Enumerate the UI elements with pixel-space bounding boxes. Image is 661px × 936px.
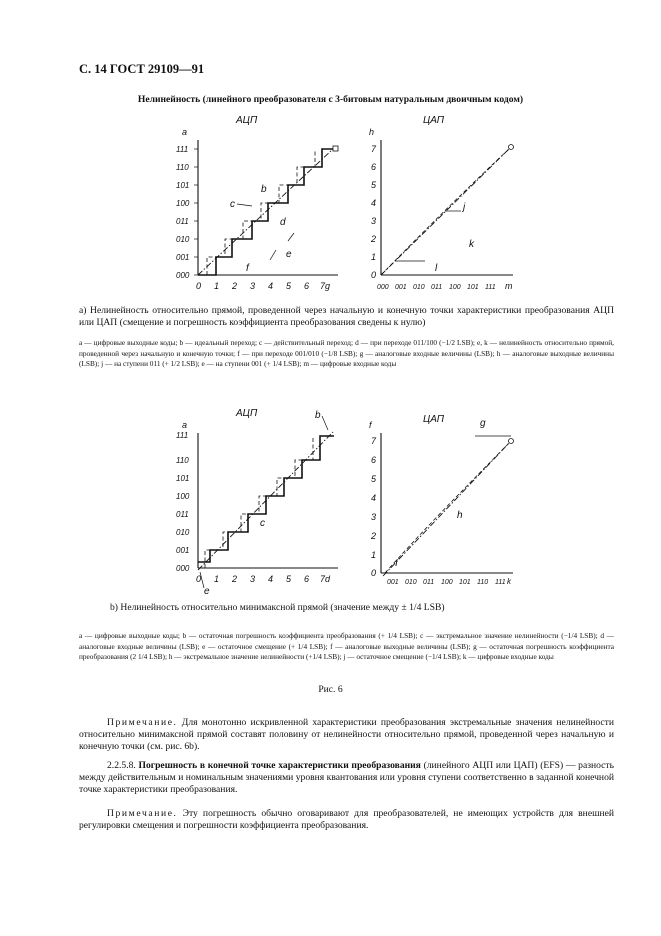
paragraph-2-2-5-8 <box>79 760 614 797</box>
dac-b-num-1: 1 <box>371 550 377 560</box>
dac-a-code-4: 100 <box>449 284 461 291</box>
adc-b-num-5: 5 <box>286 574 292 584</box>
adc-a-code-2: 010 <box>176 235 190 244</box>
dac-a-code-5: 101 <box>467 284 479 291</box>
adc-a-num-3: 3 <box>250 281 256 291</box>
dac-a-code-3: 011 <box>431 284 443 291</box>
figure-label: Рис. 6 <box>318 684 343 695</box>
dac-a-num-5: 5 <box>371 180 377 190</box>
dac-a-num-7: 7 <box>371 144 377 154</box>
adc-a-code-6: 110 <box>176 163 189 172</box>
adc-diagram-a <box>170 115 350 295</box>
dac-diagram-a <box>365 115 545 295</box>
dac-b-code-1: 001 <box>387 579 399 586</box>
dac-a-x-label: m <box>505 281 513 291</box>
note-1-text: Для монотонно искривленной характеристики преобразования экстремальные значения нелинейности относительно минимаксной прямой составят половину от нелинейности относительно прямой, проведенной через начальную и конечную точки (см. рис. 6b). <box>79 717 614 753</box>
adc-diagram-b <box>170 408 350 598</box>
para-term: Погрешность в конечной точке характеристики преобразования <box>138 760 421 771</box>
dac-a-num-0: 0 <box>371 270 377 280</box>
dac-a-num-1: 1 <box>371 252 377 262</box>
dac-b-num-2: 2 <box>371 531 377 541</box>
dac-b-num-0: 0 <box>371 568 377 578</box>
dac-y-label-a: h <box>369 127 375 137</box>
dac-a-code-2: 010 <box>413 284 425 291</box>
adc-a-code-4: 100 <box>176 199 190 208</box>
adc-a-code-5: 101 <box>176 181 190 190</box>
figure-title: Нелинейность (линейного преобразователя с 3-битовым натуральным двоичным кодом) <box>137 94 524 105</box>
dac-b-num-7: 7 <box>371 436 377 446</box>
page-header: С. 14 ГОСТ 29109—91 <box>79 62 205 76</box>
adc-a-tag-d: d <box>280 217 286 228</box>
adc-a-num-4: 4 <box>268 281 274 291</box>
dac-b-code-6: 110 <box>477 579 489 586</box>
adc-b-code-6: 110 <box>176 456 189 465</box>
adc-y-label-b: a <box>182 420 188 430</box>
adc-b-num-3: 3 <box>250 574 256 584</box>
adc-a-code-0: 000 <box>176 271 190 280</box>
dac-b-code-5: 101 <box>459 579 471 586</box>
adc-b-num-2: 2 <box>232 574 238 584</box>
adc-title-a: АЦП <box>236 115 258 126</box>
adc-b-code-5: 101 <box>176 474 190 483</box>
dac-y-label-b: f <box>369 420 372 430</box>
adc-b-num-6: 6 <box>304 574 310 584</box>
dac-a-num-2: 2 <box>371 234 377 244</box>
para-number: 2.2.5.8. <box>107 760 139 771</box>
note-1 <box>79 717 614 754</box>
dac-b-code-4: 100 <box>441 579 453 586</box>
adc-b-code-0: 000 <box>176 564 190 573</box>
note-2-text: Эту погрешность обычно оговаривают для преобразователей, не имеющих устройств для внешней регулировки смещения и погрешности коэффициента преобразования. <box>79 808 614 832</box>
adc-a-code-3: 011 <box>176 217 189 226</box>
caption-a: а) Нелинейность относительно прямой, проведенной через начальную и конечную точки характеристики преобразования АЦП или ЦАП (смещение и погрешность коэффициента преобразования сведены к нулю) <box>79 305 614 328</box>
dac-b-x-label: k <box>507 577 511 586</box>
adc-b-tag-e: e <box>204 586 210 597</box>
dac-a-num-4: 4 <box>371 198 377 208</box>
adc-a-code-1: 001 <box>176 253 190 262</box>
adc-b-x-label: 7d <box>320 574 331 584</box>
adc-b-code-3: 011 <box>176 510 189 519</box>
dac-a-code-0: 000 <box>377 284 389 291</box>
adc-a-code-7: 111 <box>176 145 189 154</box>
note-2 <box>79 808 614 832</box>
para-text: (линейного АЦП или ЦАП) (EFS) — разность между действительным и номинальным значениями уровня квантования или уровня ступени соответственно в заданной конечной точке характеристики преобразования. <box>79 760 614 796</box>
adc-b-num-0: 0 <box>196 574 202 584</box>
adc-a-tag-f: f <box>246 263 249 274</box>
dac-a-code-1: 001 <box>395 284 407 291</box>
dac-b-num-6: 6 <box>371 455 377 465</box>
adc-b-code-4: 100 <box>176 492 190 501</box>
adc-b-num-4: 4 <box>268 574 274 584</box>
dac-a-num-3: 3 <box>371 216 377 226</box>
adc-b-code-1: 001 <box>176 546 190 555</box>
adc-a-num-0: 0 <box>196 281 202 291</box>
note-2-label: Примечание. <box>107 808 178 819</box>
adc-b-tag-b: b <box>315 410 321 421</box>
adc-a-num-6: 6 <box>304 281 310 291</box>
note-1-label: Примечание. <box>107 717 178 728</box>
adc-b-code-7: 111 <box>176 431 189 440</box>
dac-b-tag-h: h <box>457 510 463 521</box>
adc-a-tag-e: e <box>286 249 292 260</box>
dac-a-tag-j: j <box>463 202 466 213</box>
dac-a-tag-k: k <box>469 239 474 250</box>
adc-a-num-2: 2 <box>232 281 238 291</box>
caption-b: b) Нелинейность относительно минимаксной прямой (значение между ± 1/4 LSB) <box>110 602 445 613</box>
dac-b-num-4: 4 <box>371 493 377 503</box>
adc-a-y-ticks <box>194 149 198 275</box>
adc-a-num-5: 5 <box>286 281 292 291</box>
dac-b-code-7: 111 <box>495 579 506 586</box>
dac-a-num-6: 6 <box>371 162 377 172</box>
dac-b-code-2: 010 <box>405 579 417 586</box>
dac-b-num-3: 3 <box>371 512 377 522</box>
adc-a-num-1: 1 <box>214 281 220 291</box>
legend-b: a — цифровые выходные коды; b — остаточная погрешность коэффициента преобразования (+ 1/4 LSB); c — экстремальное значение нелинейности (−1/4 LSB); d — аналоговые входные величины (LSB); e — остаточное смещение (+ 1/4 LSB); f — аналоговые выходные величины (LSB); g — остаточная погрешность коэффициента преобразования (2 1/4 LSB); h — экстремальное значение нелинейности (+1/4 LSB); j — остаточное смещение (−1/4 LSB); k — цифровые входные коды <box>79 631 614 662</box>
adc-a-x-label: 7g <box>320 281 331 291</box>
adc-a-tag-c: c <box>230 199 235 210</box>
dac-title-b: ЦАП <box>423 414 444 425</box>
dac-b-tag-i: I <box>395 558 398 569</box>
adc-y-label-a: a <box>182 127 188 137</box>
adc-b-code-2: 010 <box>176 528 190 537</box>
dac-a-tag-l: l <box>435 263 438 274</box>
dac-b-code-3: 011 <box>423 579 435 586</box>
dac-b-tag-g: g <box>480 418 486 429</box>
adc-a-tag-b: b <box>261 184 267 195</box>
adc-title-b: АЦП <box>236 408 258 419</box>
dac-a-code-7: 111 <box>485 284 496 291</box>
adc-b-num-1: 1 <box>214 574 220 584</box>
legend-a: a — цифровые выходные коды; b — идеальный переход; c — действительный переход; d — при переходе 011/100 (−1/2 LSB); e, k — нелинейность относительно прямой, проведенной через начальную и конечную точки; f — при переходе 001/010 (−1/8 LSB); g — аналоговые входные величины (LSB); h — аналоговые выходные величины (LSB); j — на ступени 011 (+ 1/2 LSB); e — на ступени 001 (+ 1/4 LSB); m — цифровые входные коды <box>79 338 614 369</box>
adc-b-tag-c: c <box>260 518 265 529</box>
dac-title-a: ЦАП <box>423 115 444 126</box>
dac-b-num-5: 5 <box>371 474 377 484</box>
dac-diagram-b <box>365 408 545 598</box>
